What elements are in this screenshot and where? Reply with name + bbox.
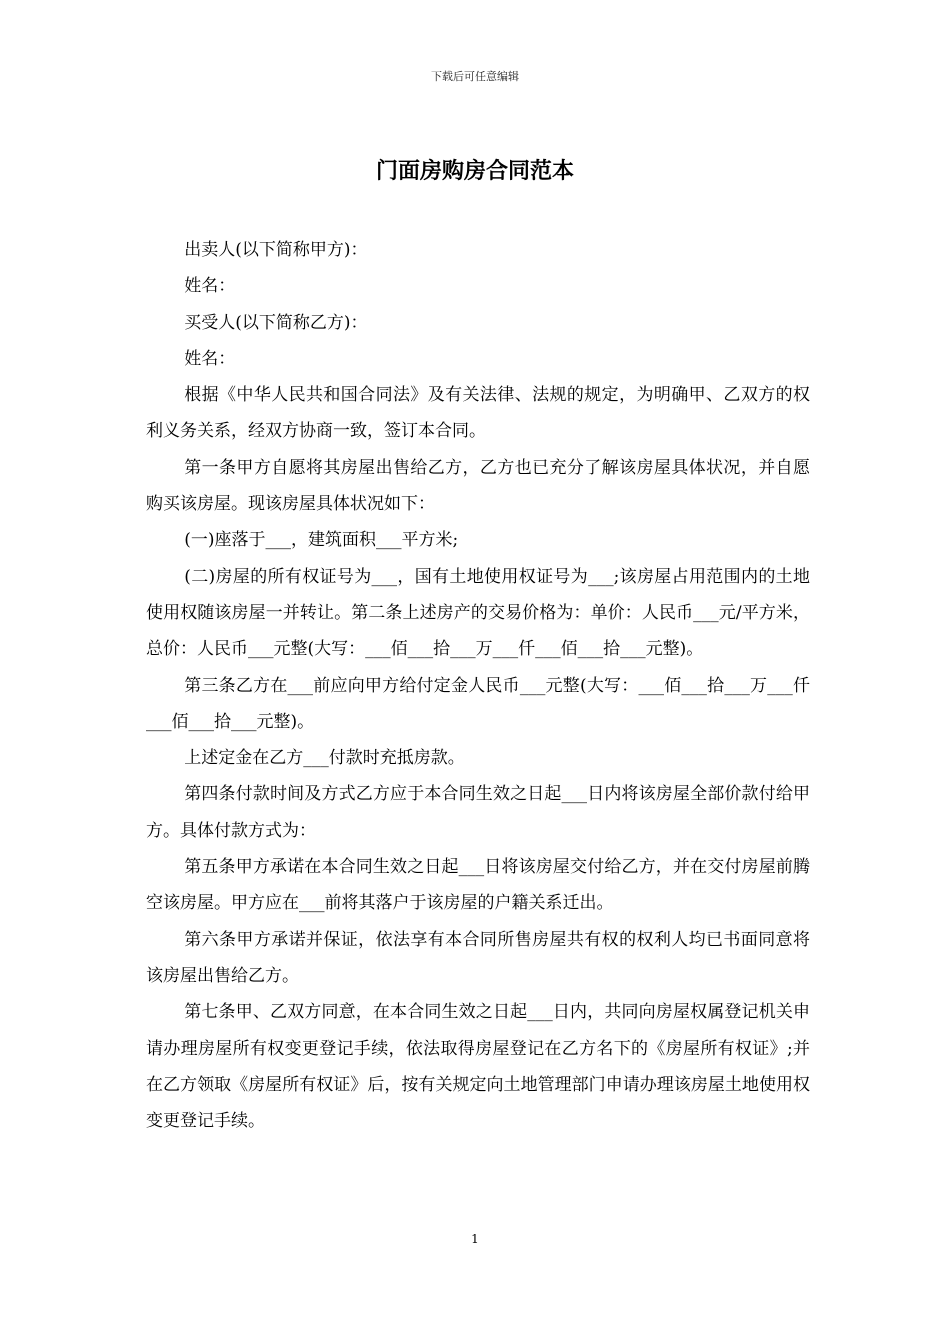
paragraph-article-6: 第六条甲方承诺并保证，依法享有本合同所售房屋共有权的权利人均已书面同意将该房屋出售给乙方。 xyxy=(146,929,810,986)
paragraph-article-7: 第七条甲、乙双方同意，在本合同生效之日起___日内，共同向房屋权属登记机关申请办理房屋所有权变更登记手续，依法取得房屋登记在乙方名下的《房屋所有权证》;并在乙方领取《房屋所有权证》后，按有关规定向土地管理部门申请办理该房屋土地使用权变更登记手续。 xyxy=(146,1002,810,1132)
paragraph-article-3: 第三条乙方在___前应向甲方给付定金人民币___元整(大写：___佰___拾___万___仟___佰___拾___元整)。 xyxy=(146,675,810,732)
document-title: 门面房购房合同范本 xyxy=(375,159,574,184)
document-body xyxy=(146,232,810,1139)
paragraph-seller-name: 姓名： xyxy=(184,276,236,297)
paragraph-seller: 出卖人(以下简称甲方)： xyxy=(184,240,368,260)
paragraph-preamble: 根据《中华人民共和国合同法》及有关法律、法规的规定，为明确甲、乙双方的权利义务关系，经双方协商一致，签订本合同。 xyxy=(146,385,810,442)
paragraph-article-1: 第一条甲方自愿将其房屋出售给乙方，乙方也已充分了解该房屋具体状况，并自愿购买该房屋。现该房屋具体状况如下： xyxy=(146,457,810,515)
paragraph-item-1: (一)座落于___，建筑面积___平方米; xyxy=(184,530,459,551)
page-header-note: 下载后可任意编辑 xyxy=(431,70,519,83)
paragraph-buyer-name: 姓名： xyxy=(184,348,236,369)
paragraph-buyer: 买受人(以下简称乙方)： xyxy=(184,312,368,333)
paragraph-article-4: 第四条付款时间及方式乙方应于本合同生效之日起___日内将该房屋全部价款付给甲方。具体付款方式为： xyxy=(146,784,810,841)
paragraph-article-5: 第五条甲方承诺在本合同生效之日起___日将该房屋交付给乙方，并在交付房屋前腾空该房屋。甲方应在___前将其落户于该房屋的户籍关系迁出。 xyxy=(146,857,810,914)
paragraph-deposit: 上述定金在乙方___付款时充抵房款。 xyxy=(184,748,465,769)
page-number: 1 xyxy=(471,1232,479,1246)
paragraph-item-2: (二)房屋的所有权证号为___，国有土地使用权证号为___;该房屋占用范围内的土地使用权随该房屋一并转让。第二条上述房产的交易价格为：单价：人民币___元/平方米，总价：人民币___元整(大写：___佰___拾___万___仟___佰___拾___元整)。 xyxy=(146,566,810,660)
